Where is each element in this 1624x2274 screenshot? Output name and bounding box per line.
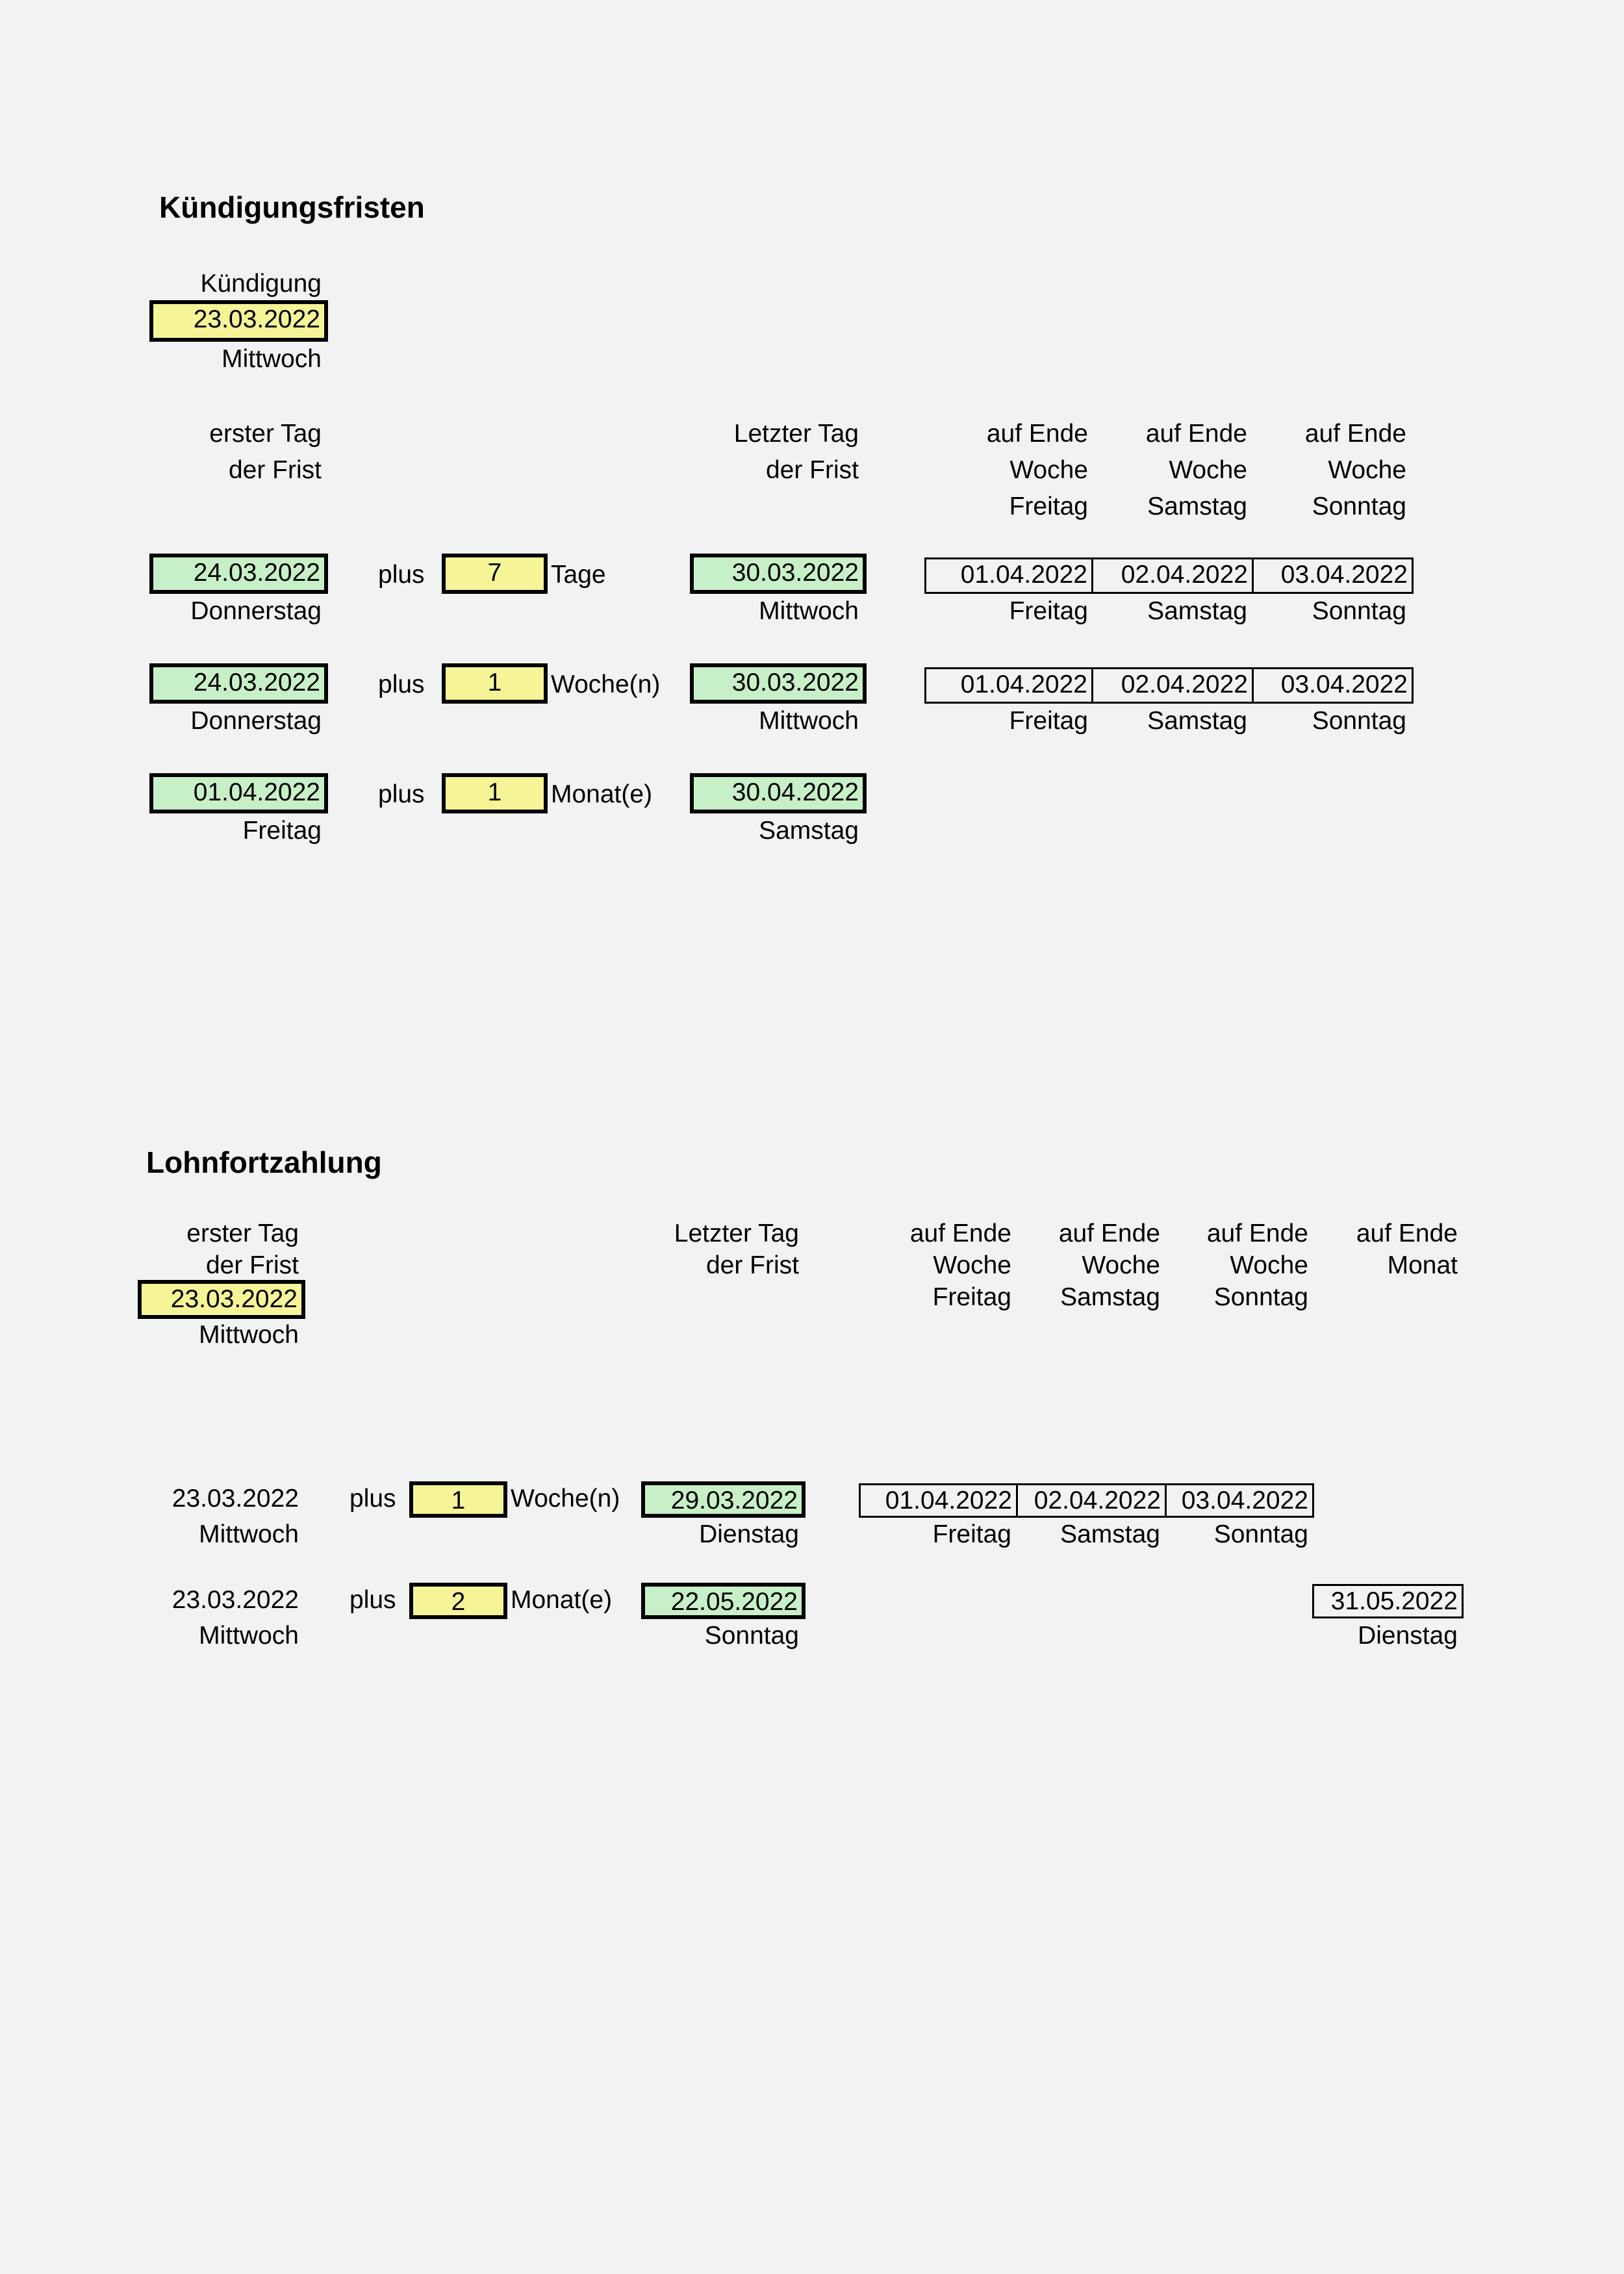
k-row2-sat-weekday: Samstag	[1147, 707, 1247, 735]
k-row2-start-date[interactable]: 24.03.2022	[149, 663, 328, 704]
kuendigung-weekday: Mittwoch	[222, 345, 322, 373]
l-header-end-fri-line2: Woche	[933, 1251, 1011, 1279]
k-row3-end-date[interactable]: 30.04.2022	[690, 773, 867, 813]
l-header-end-month-line1: auf Ende	[1356, 1220, 1458, 1247]
k-row2-end-sun: 03.04.2022	[1252, 667, 1414, 704]
l-header-end-sun-line3: Sonntag	[1213, 1283, 1308, 1311]
l-row2-end-date[interactable]: 22.05.2022	[641, 1583, 806, 1619]
l-header-first-day-line2: der Frist	[205, 1251, 299, 1279]
k-row1-end-date[interactable]: 30.03.2022	[690, 554, 867, 594]
header-end-sat-line3: Samstag	[1147, 492, 1247, 520]
k-row1-end-fri: 01.04.2022	[924, 557, 1093, 594]
section-title-kuendigungsfristen: Kündigungsfristen	[159, 190, 425, 224]
l-row1-sun-weekday: Sonntag	[1213, 1520, 1308, 1548]
l-header-end-sat-line2: Woche	[1082, 1251, 1160, 1279]
l-row1-end-sat: 02.04.2022	[1016, 1483, 1167, 1518]
l-row2-end-weekday: Sonntag	[704, 1622, 799, 1650]
l-header-last-day-line2: der Frist	[705, 1251, 799, 1279]
k-row1-unit: Tage	[551, 561, 606, 589]
k-row2-unit: Woche(n)	[551, 671, 661, 698]
kuendigung-date-input[interactable]: 23.03.2022	[149, 300, 328, 342]
l-row1-end-weekday: Dienstag	[699, 1520, 799, 1548]
l-row1-end-sun: 03.04.2022	[1165, 1483, 1314, 1518]
k-row1-start-weekday: Donnerstag	[190, 597, 322, 625]
l-row2-unit: Monat(e)	[511, 1586, 613, 1614]
k-row3-qty-input[interactable]: 1	[442, 773, 548, 813]
k-row2-plus: plus	[378, 671, 425, 698]
k-row3-end-weekday: Samstag	[759, 817, 859, 845]
k-row3-start-date[interactable]: 01.04.2022	[149, 773, 328, 813]
k-row2-qty-input[interactable]: 1	[442, 663, 548, 704]
header-last-day-line1: Letzter Tag	[733, 420, 859, 448]
l-header-last-day-line1: Letzter Tag	[674, 1220, 799, 1247]
l-header-end-sat-line3: Samstag	[1060, 1283, 1160, 1311]
k-row3-start-weekday: Freitag	[242, 817, 322, 845]
l-header-first-day-line1: erster Tag	[186, 1220, 299, 1247]
header-first-day-line1: erster Tag	[209, 420, 322, 448]
header-end-sat-line2: Woche	[1169, 456, 1247, 484]
k-row2-end-weekday: Mittwoch	[759, 707, 859, 735]
k-row2-fri-weekday: Freitag	[1009, 707, 1088, 735]
k-row2-sun-weekday: Sonntag	[1312, 707, 1406, 735]
l-row2-start-weekday: Mittwoch	[199, 1622, 299, 1650]
k-row2-start-weekday: Donnerstag	[190, 707, 322, 735]
k-row2-end-sat: 02.04.2022	[1091, 667, 1254, 704]
l-row2-qty-input[interactable]: 2	[409, 1583, 507, 1619]
l-row1-end-fri: 01.04.2022	[859, 1483, 1018, 1518]
l-row1-end-date[interactable]: 29.03.2022	[641, 1481, 806, 1518]
l-row1-sat-weekday: Samstag	[1060, 1520, 1160, 1548]
l-row1-qty-input[interactable]: 1	[409, 1481, 507, 1518]
l-header-end-fri-line1: auf Ende	[909, 1220, 1011, 1247]
l-header-end-fri-line3: Freitag	[932, 1283, 1011, 1311]
l-row1-start-date: 23.03.2022	[171, 1485, 299, 1513]
header-end-sat-line1: auf Ende	[1145, 420, 1247, 448]
l-row2-month-weekday: Dienstag	[1358, 1622, 1458, 1650]
k-row1-qty-input[interactable]: 7	[442, 554, 548, 594]
l-row1-start-weekday: Mittwoch	[199, 1520, 299, 1548]
l-row2-plus: plus	[349, 1586, 396, 1614]
header-end-sun-line2: Woche	[1328, 456, 1406, 484]
k-row1-end-sun: 03.04.2022	[1252, 557, 1414, 594]
k-row2-end-fri: 01.04.2022	[924, 667, 1093, 704]
l-header-end-month-line2: Monat	[1387, 1251, 1458, 1279]
header-end-fri-line3: Freitag	[1009, 492, 1088, 520]
k-row3-plus: plus	[378, 780, 425, 808]
k-row1-end-weekday: Mittwoch	[759, 597, 859, 625]
l-header-end-sun-line2: Woche	[1230, 1251, 1308, 1279]
header-end-sun-line1: auf Ende	[1304, 420, 1406, 448]
k-row1-end-sat: 02.04.2022	[1091, 557, 1254, 594]
k-row1-sat-weekday: Samstag	[1147, 597, 1247, 625]
l-row2-end-month: 31.05.2022	[1312, 1584, 1464, 1618]
k-row1-start-date[interactable]: 24.03.2022	[149, 554, 328, 594]
k-row1-fri-weekday: Freitag	[1009, 597, 1088, 625]
l-row1-plus: plus	[349, 1485, 396, 1513]
kuendigung-label: Kündigung	[200, 270, 322, 298]
k-row1-sun-weekday: Sonntag	[1312, 597, 1406, 625]
header-end-fri-line1: auf Ende	[986, 420, 1088, 448]
l-header-end-sat-line1: auf Ende	[1058, 1220, 1160, 1247]
k-row3-unit: Monat(e)	[551, 780, 653, 808]
k-row1-plus: plus	[378, 561, 425, 589]
header-end-sun-line3: Sonntag	[1312, 492, 1406, 520]
l-header-end-sun-line1: auf Ende	[1206, 1220, 1308, 1247]
l-start-date-input[interactable]: 23.03.2022	[138, 1280, 305, 1319]
l-start-weekday: Mittwoch	[199, 1321, 299, 1349]
section-title-lohnfortzahlung: Lohnfortzahlung	[146, 1145, 382, 1179]
header-end-fri-line2: Woche	[1009, 456, 1088, 484]
l-row1-unit: Woche(n)	[511, 1485, 620, 1513]
l-row2-start-date: 23.03.2022	[171, 1586, 299, 1614]
k-row2-end-date[interactable]: 30.03.2022	[690, 663, 867, 704]
header-first-day-line2: der Frist	[228, 456, 322, 484]
l-row1-fri-weekday: Freitag	[932, 1520, 1011, 1548]
header-last-day-line2: der Frist	[765, 456, 859, 484]
